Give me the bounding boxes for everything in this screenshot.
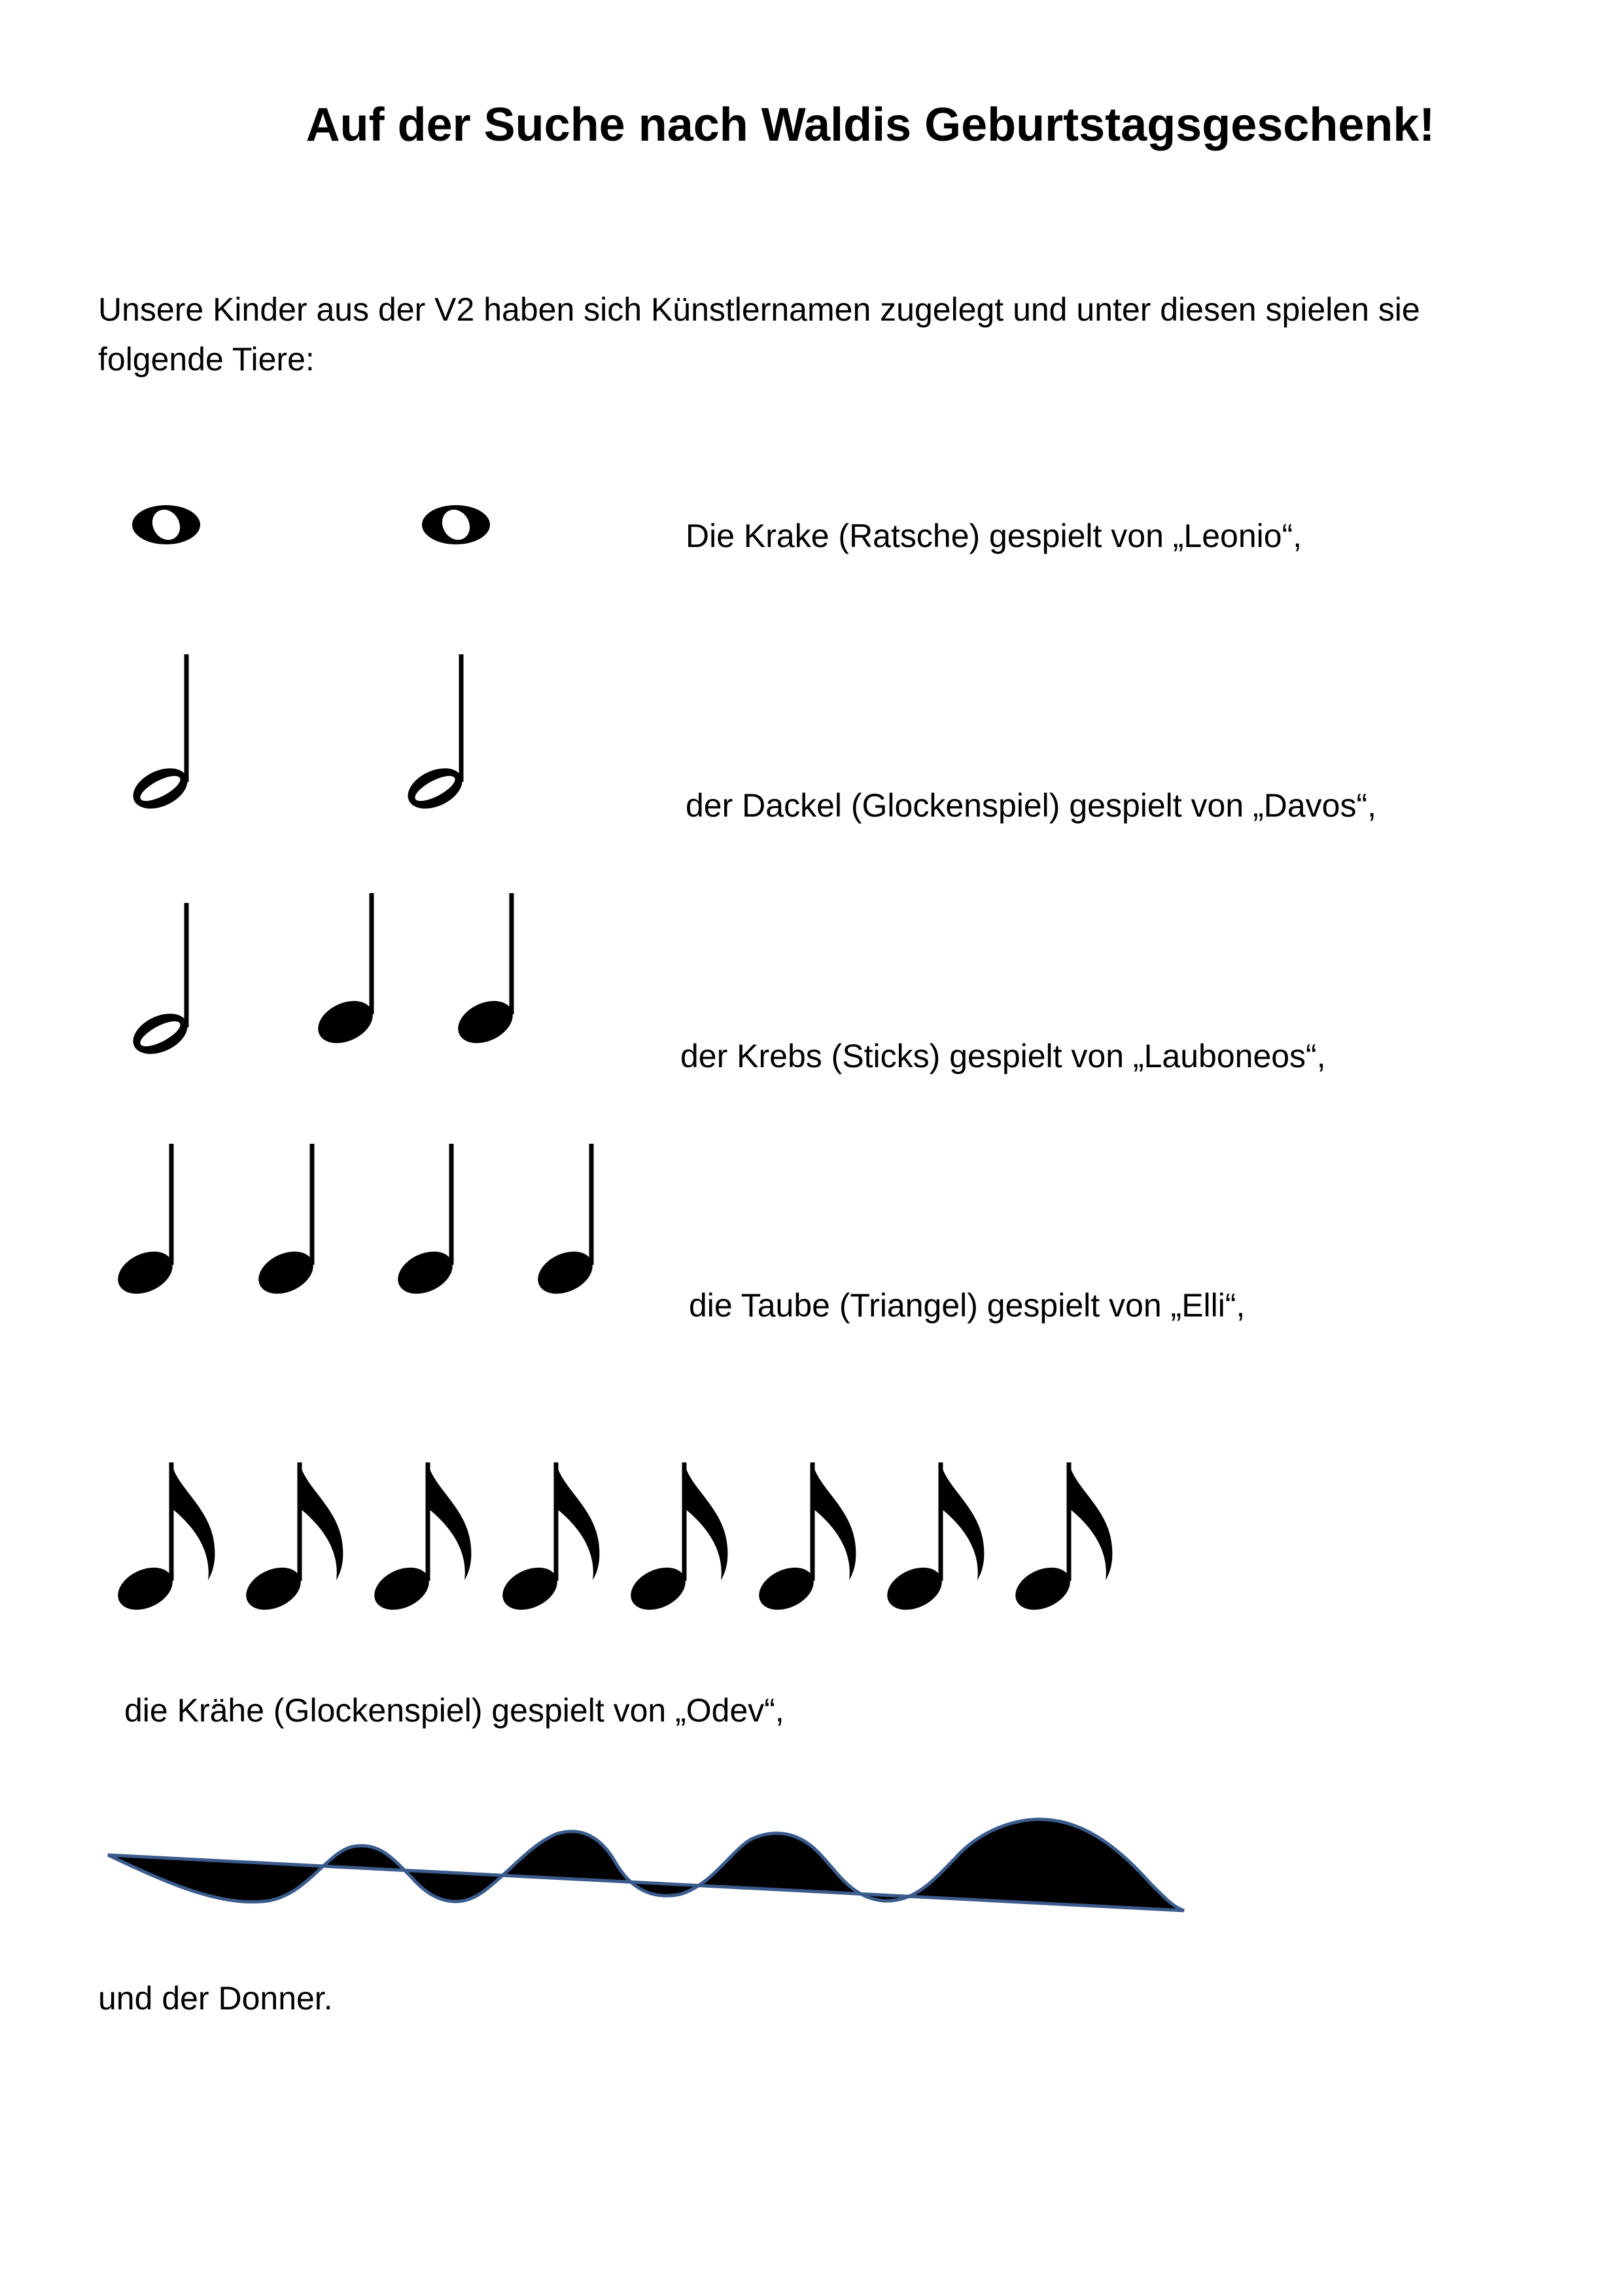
eighth-note-icon — [1009, 1462, 1113, 1618]
label-dackel: der Dackel (Glockenspiel) gespielt von „Davos“, — [686, 787, 1376, 824]
page-title: Auf der Suche nach Waldis Geburtstagsgeschenk! — [305, 99, 1435, 151]
eighth-note-icon — [239, 1462, 343, 1618]
label-krake: Die Krake (Ratsche) gespielt von „Leonio“, — [686, 518, 1302, 554]
half-note-icon — [127, 654, 194, 817]
quarter-note-icon — [531, 1144, 599, 1302]
eighth-notes-group — [111, 1462, 1113, 1618]
eighth-note-icon — [881, 1462, 985, 1618]
eighth-note-icon — [111, 1462, 215, 1618]
label-kraehe: die Krähe (Glockenspiel) gespielt von „Odev“, — [124, 1692, 784, 1729]
eighth-note-icon — [624, 1462, 728, 1618]
whole-note-icon — [422, 504, 490, 545]
thunder-wave-icon — [108, 1820, 1184, 1911]
eighth-note-icon — [368, 1462, 472, 1618]
eighth-note-icon — [496, 1462, 600, 1618]
half-note-icon — [127, 903, 194, 1062]
label-donner: und der Donner. — [98, 1980, 333, 2017]
quarter-note-icon — [252, 1144, 320, 1302]
quarter-note-icon — [311, 893, 379, 1051]
label-krebs: der Krebs (Sticks) gespielt von „Lauboneos“, — [680, 1038, 1326, 1074]
whole-note-icon — [132, 504, 200, 545]
half-note-icon — [402, 654, 469, 817]
intro-text: Unsere Kinder aus der V2 haben sich Künstlernamen zugelegt und unter diesen spielen sie folgende Tiere: — [98, 291, 1420, 378]
eighth-note-icon — [752, 1462, 856, 1618]
quarter-note-icon — [111, 1144, 179, 1302]
quarter-note-icon — [391, 1144, 459, 1302]
quarter-note-icon — [451, 893, 519, 1051]
label-taube: die Taube (Triangel) gespielt von „Elli“, — [689, 1287, 1246, 1324]
